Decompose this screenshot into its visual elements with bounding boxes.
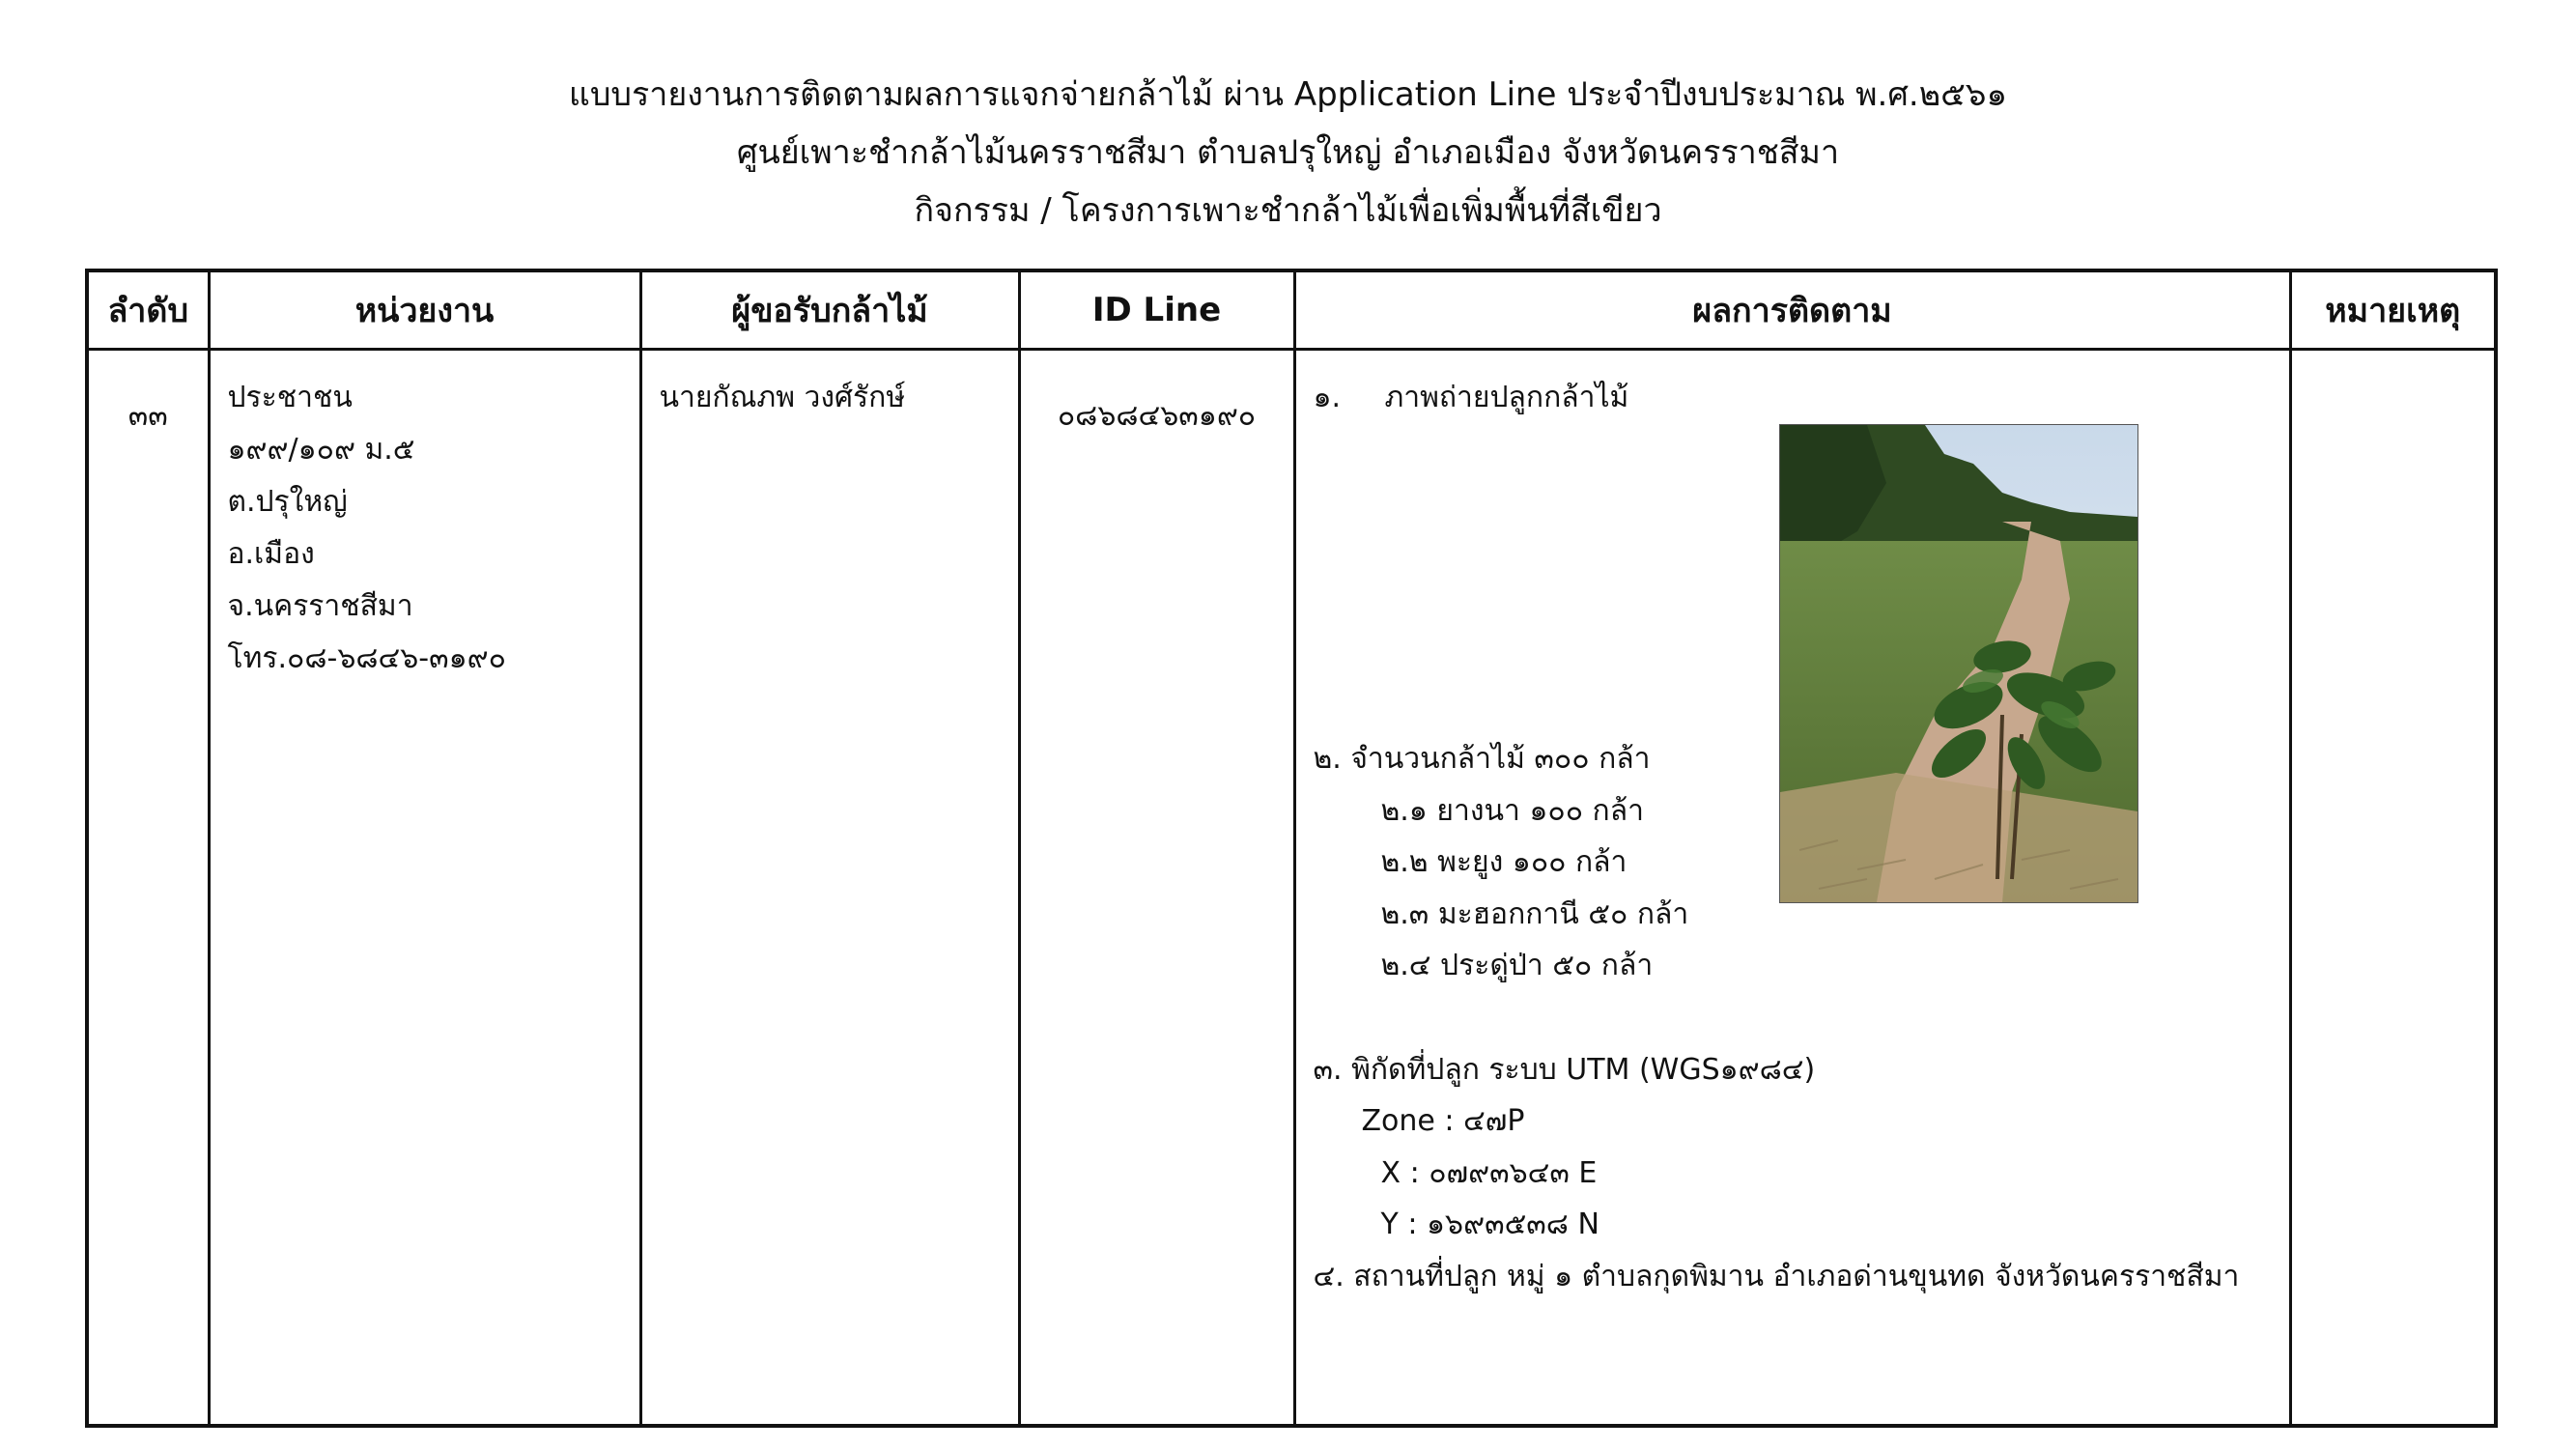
agency-province: จ.นครราชสีมา	[227, 589, 413, 623]
header-recipient: ผู้ขอรับกล้าไม้	[640, 270, 1019, 350]
result-item2-total: ๒. จำนวนกล้าไม้ ๓๐๐ กล้า	[1313, 742, 1651, 776]
header-seq: ลำดับ	[87, 270, 209, 350]
header-result: ผลการติดตาม	[1294, 270, 2290, 350]
agency-subdistrict: ต.ปรุใหญ่	[227, 485, 348, 519]
report-subtitle-activity: กิจกรรม / โครงการเพาะชำกล้าไม้เพื่อเพิ่มพื้นที่สีเขียว	[914, 191, 1662, 230]
report-subtitle-center: ศูนย์เพาะชำกล้าไม้นครราชสีมา ตำบลปรุใหญ่ อำเภอเมือง จังหวัดนครราชสีมา	[736, 133, 1840, 172]
table-row	[87, 350, 2496, 1427]
report-title-block	[0, 66, 2576, 240]
result-x-coordinate: X : ๐๗๙๓๖๔๓ E	[1380, 1156, 1598, 1190]
id-line-cell	[1019, 350, 1294, 1427]
seq-number: ๓๓	[127, 399, 168, 433]
result-item4-location: ๔. สถานที่ปลูก หมู่ ๑ ตำบลกุดพิมาน อำเภอด่านขุนทด จังหวัดนครราชสีมา	[1313, 1260, 2240, 1293]
table-header-row	[87, 270, 2496, 350]
agency-address: ๑๙๙/๑๐๙ ม.๕	[227, 433, 415, 467]
result-item2-3: ๒.๓ มะฮอกกานี ๕๐ กล้า	[1380, 897, 1689, 931]
result-cell	[1294, 350, 2290, 1427]
result-item2-2: ๒.๒ พะยูง ๑๐๐ กล้า	[1380, 845, 1628, 879]
remark-cell	[2290, 350, 2496, 1427]
seq-cell	[87, 350, 209, 1427]
result-item1-text: ภาพถ่ายปลูกกล้าไม้	[1384, 381, 1629, 414]
recipient-cell	[640, 350, 1019, 1427]
recipient-name: นายกัณภพ วงศ์รักษ์	[659, 381, 906, 414]
agency-type: ประชาชน	[227, 381, 353, 414]
report-title: แบบรายงานการติดตามผลการแจกจ่ายกล้าไม้ ผ่าน Application Line ประจำปีงบประมาณ พ.ศ.๒๕๖๑	[568, 75, 2008, 114]
header-remark: หมายเหตุ	[2290, 270, 2496, 350]
result-y-coordinate: Y : ๑๖๙๓๕๓๘ N	[1380, 1208, 1599, 1241]
result-item1-number: ๑.	[1313, 381, 1342, 414]
header-agency: หน่วยงาน	[209, 270, 640, 350]
result-item2-4: ๒.๔ ประดู่ป่า ๕๐ กล้า	[1380, 949, 1654, 982]
report-table	[85, 269, 2498, 1428]
header-id-line: ID Line	[1019, 270, 1294, 350]
agency-cell	[209, 350, 640, 1427]
seedling-photo-illustration	[1780, 425, 2137, 902]
result-zone: Zone : ๔๗P	[1361, 1104, 1525, 1138]
id-line-value: ๐๘๖๘๔๖๓๑๙๐	[1057, 399, 1257, 433]
result-item3-coordinates: ๓. พิกัดที่ปลูก ระบบ UTM (WGS๑๙๘๔)	[1313, 1053, 1816, 1087]
agency-district: อ.เมือง	[227, 537, 315, 571]
agency-phone: โทร.๐๘-๖๘๔๖-๓๑๙๐	[227, 641, 506, 675]
seedling-planting-photo	[1779, 424, 2138, 903]
result-item2-1: ๒.๑ ยางนา ๑๐๐ กล้า	[1380, 794, 1644, 828]
